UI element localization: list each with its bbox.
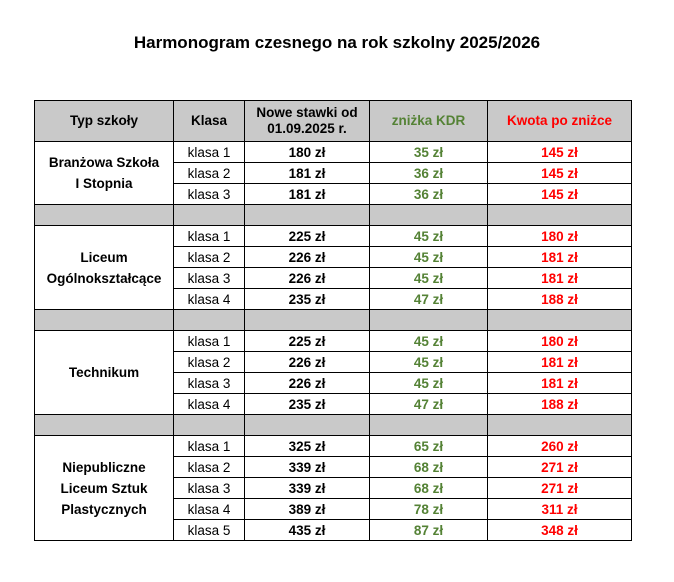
class-cell: klasa 3 (174, 268, 245, 289)
class-cell: klasa 2 (174, 457, 245, 478)
amount-after-discount-cell: 188 zł (488, 289, 632, 310)
discount-cell: 45 zł (370, 331, 488, 352)
new-rate-cell: 339 zł (245, 478, 370, 499)
school-type-name-line: Plastycznych (61, 501, 147, 517)
class-cell: klasa 2 (174, 163, 245, 184)
separator-cell (35, 310, 174, 331)
amount-after-discount-cell: 181 zł (488, 352, 632, 373)
separator-cell (174, 415, 245, 436)
new-rate-cell: 181 zł (245, 184, 370, 205)
new-rate-cell: 389 zł (245, 499, 370, 520)
discount-cell: 78 zł (370, 499, 488, 520)
amount-after-discount-cell: 271 zł (488, 457, 632, 478)
school-type-cell (35, 226, 174, 310)
separator-cell (245, 310, 370, 331)
discount-cell: 45 zł (370, 247, 488, 268)
group-separator-row (35, 310, 632, 331)
discount-cell: 87 zł (370, 520, 488, 541)
amount-after-discount-cell: 145 zł (488, 142, 632, 163)
amount-after-discount-cell: 180 zł (488, 331, 632, 352)
amount-after-discount-cell: 188 zł (488, 394, 632, 415)
class-cell: klasa 1 (174, 436, 245, 457)
new-rate-cell: 235 zł (245, 394, 370, 415)
discount-cell: 36 zł (370, 163, 488, 184)
new-rate-cell: 339 zł (245, 457, 370, 478)
class-cell: klasa 5 (174, 520, 245, 541)
amount-after-discount-cell: 181 zł (488, 373, 632, 394)
discount-cell: 68 zł (370, 457, 488, 478)
class-cell: klasa 2 (174, 352, 245, 373)
separator-cell (245, 205, 370, 226)
class-cell: klasa 2 (174, 247, 245, 268)
discount-cell: 47 zł (370, 289, 488, 310)
class-cell: klasa 3 (174, 373, 245, 394)
discount-cell: 47 zł (370, 394, 488, 415)
separator-cell (245, 415, 370, 436)
new-rate-cell: 325 zł (245, 436, 370, 457)
amount-after-discount-cell: 181 zł (488, 268, 632, 289)
group-separator-row (35, 415, 632, 436)
header-new-rate-line2: 01.09.2025 r. (267, 121, 347, 136)
new-rate-cell: 180 zł (245, 142, 370, 163)
school-type-name-line: Technikum (68, 365, 140, 380)
school-type-name-line: Ogólnokształcące (46, 270, 162, 286)
separator-cell (488, 415, 632, 436)
separator-cell (370, 310, 488, 331)
table-row (35, 436, 632, 457)
group-separator-row (35, 205, 632, 226)
amount-after-discount-cell: 180 zł (488, 226, 632, 247)
class-cell: klasa 3 (174, 478, 245, 499)
school-type-cell (35, 142, 174, 205)
table-row (35, 331, 632, 352)
tuition-table (34, 100, 632, 541)
class-cell: klasa 4 (174, 289, 245, 310)
school-type-cell (35, 436, 174, 541)
new-rate-cell: 181 zł (245, 163, 370, 184)
new-rate-cell: 225 zł (245, 331, 370, 352)
table-row (35, 226, 632, 247)
discount-cell: 65 zł (370, 436, 488, 457)
discount-cell: 35 zł (370, 142, 488, 163)
school-type-cell (35, 331, 174, 415)
separator-cell (174, 310, 245, 331)
discount-cell: 45 zł (370, 352, 488, 373)
separator-cell (35, 415, 174, 436)
separator-cell (370, 205, 488, 226)
table-body (35, 142, 632, 541)
amount-after-discount-cell: 311 zł (488, 499, 632, 520)
header-school-type: Typ szkoły (35, 101, 174, 142)
new-rate-cell: 435 zł (245, 520, 370, 541)
class-cell: klasa 4 (174, 499, 245, 520)
discount-cell: 45 zł (370, 226, 488, 247)
amount-after-discount-cell: 181 zł (488, 247, 632, 268)
class-cell: klasa 4 (174, 394, 245, 415)
separator-cell (174, 205, 245, 226)
discount-cell: 68 zł (370, 478, 488, 499)
amount-after-discount-cell: 260 zł (488, 436, 632, 457)
amount-after-discount-cell: 348 zł (488, 520, 632, 541)
new-rate-cell: 226 zł (245, 373, 370, 394)
separator-cell (488, 310, 632, 331)
school-type-name-line: Niepubliczne (62, 459, 146, 475)
table-header-row (35, 101, 632, 142)
new-rate-cell: 226 zł (245, 268, 370, 289)
header-new-rate (245, 101, 370, 142)
school-type-name-line: Liceum (80, 249, 128, 265)
class-cell: klasa 1 (174, 226, 245, 247)
separator-cell (488, 205, 632, 226)
school-type-name-line: I Stopnia (75, 176, 133, 191)
new-rate-cell: 235 zł (245, 289, 370, 310)
header-discount: zniżka KDR (370, 101, 488, 142)
new-rate-cell: 226 zł (245, 247, 370, 268)
amount-after-discount-cell: 145 zł (488, 184, 632, 205)
new-rate-cell: 226 zł (245, 352, 370, 373)
class-cell: klasa 1 (174, 142, 245, 163)
page-title: Harmonogram czesnego na rok szkolny 2025/2026 (133, 33, 541, 52)
separator-cell (370, 415, 488, 436)
school-type-name-line: Branżowa Szkoła (48, 155, 160, 170)
class-cell: klasa 1 (174, 331, 245, 352)
table-row (35, 142, 632, 163)
amount-after-discount-cell: 271 zł (488, 478, 632, 499)
separator-cell (35, 205, 174, 226)
discount-cell: 45 zł (370, 373, 488, 394)
class-cell: klasa 3 (174, 184, 245, 205)
header-amount-after-discount: Kwota po zniżce (488, 101, 632, 142)
discount-cell: 36 zł (370, 184, 488, 205)
new-rate-cell: 225 zł (245, 226, 370, 247)
amount-after-discount-cell: 145 zł (488, 163, 632, 184)
school-type-name-line: Liceum Sztuk (60, 480, 148, 496)
header-class: Klasa (174, 101, 245, 142)
header-new-rate-line1: Nowe stawki od (256, 105, 358, 120)
discount-cell: 45 zł (370, 268, 488, 289)
